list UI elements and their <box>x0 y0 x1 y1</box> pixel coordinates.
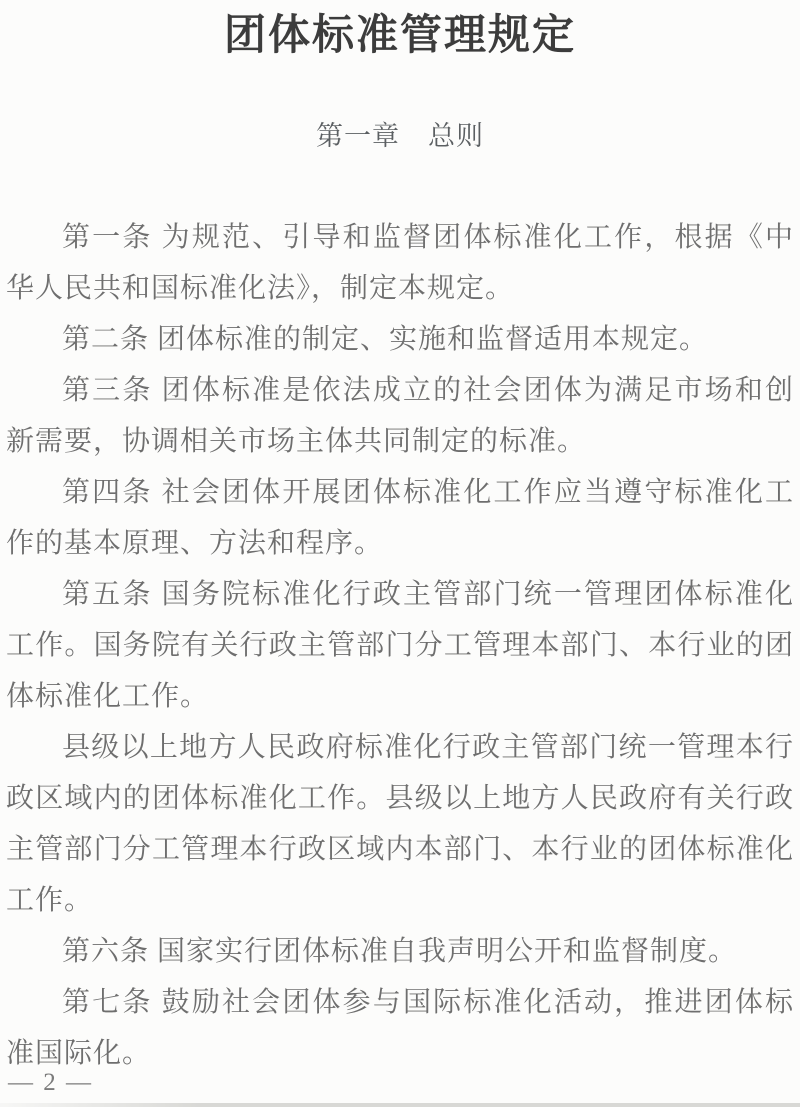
paragraph-article-1: 第一条 为规范、引导和监督团体标准化工作，根据《中华人民共和国标准化法》，制定本规定。 <box>6 222 794 304</box>
document-title: 团体标准管理规定 <box>223 13 576 59</box>
paragraph-article-7: 第七条 鼓励社会团体参与国际标准化活动，推进团体标准国际化。 <box>6 987 794 1069</box>
paragraph-article-3: 第三条 团体标准是依法成立的社会团体为满足市场和创新需要，协调相关市场主体共同制定的标准。 <box>6 375 794 457</box>
scan-edge-artifact <box>0 1103 800 1107</box>
paragraph-article-6: 第六条 国家实行团体标准自我声明公开和监督制度。 <box>62 936 738 967</box>
page-number: — 2 — <box>8 1069 93 1096</box>
paragraph-article-4: 第四条 社会团体开展团体标准化工作应当遵守标准化工作的基本原理、方法和程序。 <box>6 477 794 559</box>
paragraph-article-5: 第五条 国务院标准化行政主管部门统一管理团体标准化工作。国务院有关行政主管部门分工管理本部门、本行业的团体标准化工作。 <box>6 579 794 712</box>
chapter-heading: 第一章 总则 <box>316 121 484 151</box>
paragraph-article-2: 第二条 团体标准的制定、实施和监督适用本规定。 <box>62 324 709 355</box>
paragraph-article-5-continued: 县级以上地方人民政府标准化行政主管部门统一管理本行政区域内的团体标准化工作。县级以上地方人民政府有关行政主管部门分工管理本行政区域内本部门、本行业的团体标准化工作。 <box>6 732 794 916</box>
document-body <box>0 212 800 1079</box>
